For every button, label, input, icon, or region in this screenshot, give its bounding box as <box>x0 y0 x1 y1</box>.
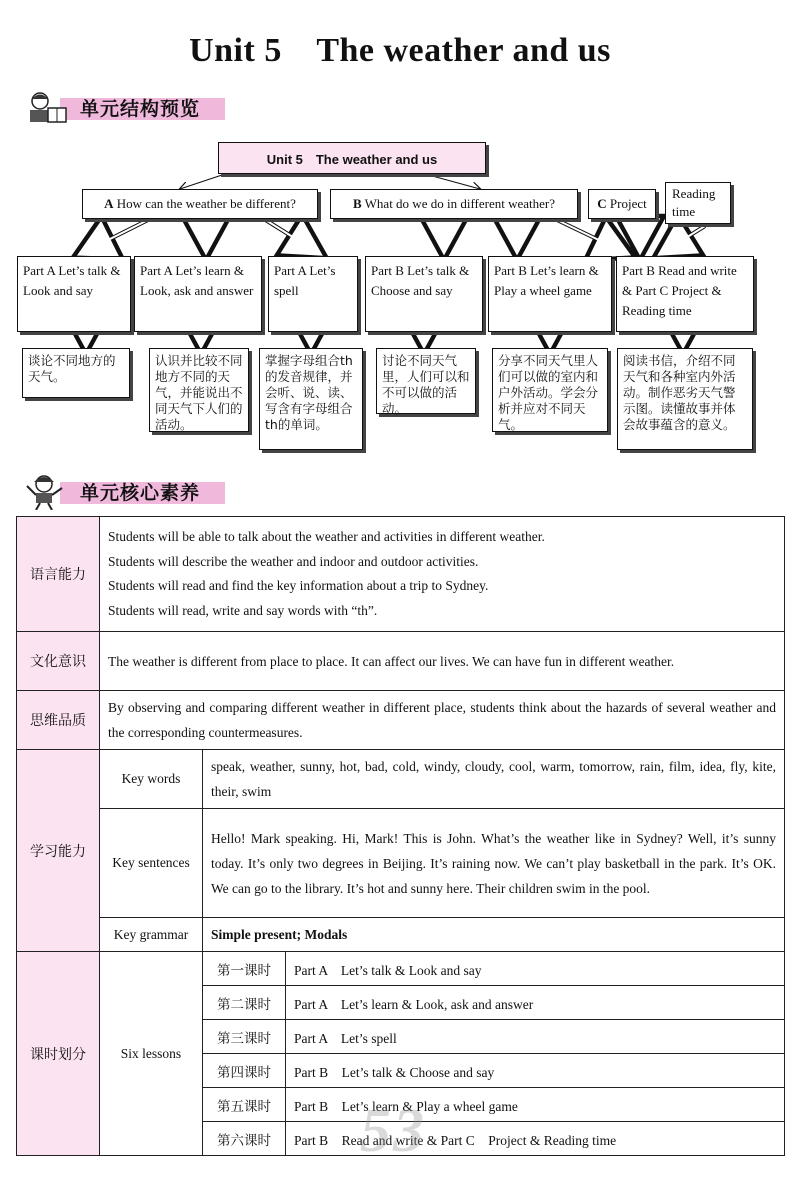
table-row <box>17 632 785 691</box>
category-schedule: 课时划分 <box>17 952 100 1156</box>
language-line-2: Students will describe the weather and indoor and outdoor activities. <box>108 553 479 569</box>
core-competency-table <box>16 516 785 1156</box>
six-lessons-label: Six lessons <box>100 952 203 1156</box>
table-row <box>17 952 785 986</box>
part-box-1: Part A Let’s talk & Look and say <box>17 256 131 332</box>
goal-box-3: 掌握字母组合th的发音规律，并会听、说、读、写含有字母组合th的单词。 <box>259 348 363 450</box>
lesson-name: 第六课时 <box>203 1122 286 1155</box>
branch-c <box>588 189 656 219</box>
student-cheering-icon <box>22 474 70 510</box>
part-box-6: Part B Read and write & Part C Project & Reading time <box>616 256 754 332</box>
table-row <box>17 809 785 918</box>
branch-b-text: What do we do in different weather? <box>364 196 556 211</box>
goal-box-1: 谈论不同地方的天气。 <box>22 348 130 398</box>
key-words-content: speak, weather, sunny, hot, bad, cold, windy, cloudy, cool, warm, tomorrow, rain, film, idea, fly, kite, their, swim <box>203 750 785 809</box>
goal-box-6: 阅读书信，介绍不同天气和各种室内外活动。制作恶劣天气警示图。读懂故事并体会故事蕴含的意义。 <box>617 348 753 450</box>
section-title-structure: 单元结构预览 <box>80 98 201 120</box>
lesson-row-3 <box>203 1020 785 1054</box>
lesson-row-4 <box>203 1054 785 1088</box>
page-title: Unit 5 The weather and us <box>189 32 611 69</box>
lesson-content: Part B Read and write & Part C Project & Reading time <box>294 1132 617 1148</box>
part-box-5: Part B Let’s learn & Play a wheel game <box>488 256 612 332</box>
table-row <box>17 517 785 632</box>
branch-a-letter: A <box>104 196 114 211</box>
lesson-content: Part B Let’s learn & Play a wheel game <box>294 1098 518 1114</box>
structure-root: Unit 5 The weather and us <box>218 142 486 174</box>
reading-time-box: Reading time <box>665 182 731 224</box>
lesson-row-6 <box>203 1122 785 1156</box>
key-grammar-content: Simple present; Modals <box>203 918 785 952</box>
language-line-1: Students will be able to talk about the weather and activities in different weather. <box>108 529 545 544</box>
language-content <box>100 517 785 632</box>
lesson-name: 第五课时 <box>203 1088 286 1121</box>
lesson-content: Part B Let’s talk & Choose and say <box>294 1064 495 1080</box>
branch-c-letter: C <box>597 196 607 211</box>
lesson-name: 第三课时 <box>203 1020 286 1053</box>
lesson-content: Part A Let’s talk & Look and say <box>294 962 482 978</box>
key-sentences-label: Key sentences <box>100 809 203 918</box>
language-line-4: Students will read, write and say words with “th”. <box>108 602 378 618</box>
page-number: 53 <box>360 1097 426 1165</box>
section-title-core: 单元核心素养 <box>80 482 201 504</box>
lesson-content: Part A Let’s learn & Look, ask and answer <box>294 996 534 1012</box>
culture-content: The weather is different from place to place. It can affect our lives. We can have fun in different weather. <box>100 632 785 691</box>
category-learning: 学习能力 <box>17 750 100 952</box>
branch-c-text: Project <box>609 196 647 211</box>
goal-box-5: 分享不同天气里人们可以做的室内和户外活动。学会分析并应对不同天气。 <box>492 348 608 432</box>
category-culture: 文化意识 <box>17 632 100 691</box>
part-box-4: Part B Let’s talk & Choose and say <box>365 256 483 332</box>
goal-box-4: 讨论不同天气里，人们可以和不可以做的活动。 <box>376 348 476 414</box>
category-language: 语言能力 <box>17 517 100 632</box>
branch-a <box>82 189 318 219</box>
section-header-core <box>16 474 236 508</box>
lesson-content: Part A Let’s spell <box>294 1030 397 1046</box>
category-thinking: 思维品质 <box>17 691 100 750</box>
branch-b <box>330 189 578 219</box>
lesson-row-5 <box>203 1088 785 1122</box>
lesson-name: 第四课时 <box>203 1054 286 1087</box>
key-sentences-content: Hello! Mark speaking. Hi, Mark! This is John. What’s the weather like in Sydney? Well, it’s sunny today. It’s only two degrees in Beijing. It’s raining now. We can’t play basketball in the park. It’s OK. We can go to the library. It’s hot and sunny here. Their children swim in the pool. <box>203 809 785 918</box>
lesson-name: 第二课时 <box>203 986 286 1019</box>
key-words-label: Key words <box>100 750 203 809</box>
branch-b-letter: B <box>352 196 362 211</box>
lesson-name: 第一课时 <box>203 952 286 985</box>
table-row <box>17 918 785 952</box>
table-row <box>17 750 785 809</box>
language-line-3: Students will read and find the key information about a trip to Sydney. <box>108 578 489 593</box>
goal-box-2: 认识并比较不同地方不同的天气，并能说出不同天气下人们的活动。 <box>149 348 249 432</box>
key-grammar-label: Key grammar <box>100 918 203 952</box>
part-box-2: Part A Let’s learn & Look, ask and answer <box>134 256 262 332</box>
lesson-row-2 <box>203 986 785 1020</box>
table-row <box>17 691 785 750</box>
branch-a-text: How can the weather be different? <box>116 196 296 211</box>
thinking-content: By observing and comparing different weather in different place, students think about the hazards of several weather and the corresponding countermeasures. <box>100 691 785 750</box>
part-box-3: Part A Let’s spell <box>268 256 358 332</box>
lesson-row-1 <box>203 952 785 986</box>
